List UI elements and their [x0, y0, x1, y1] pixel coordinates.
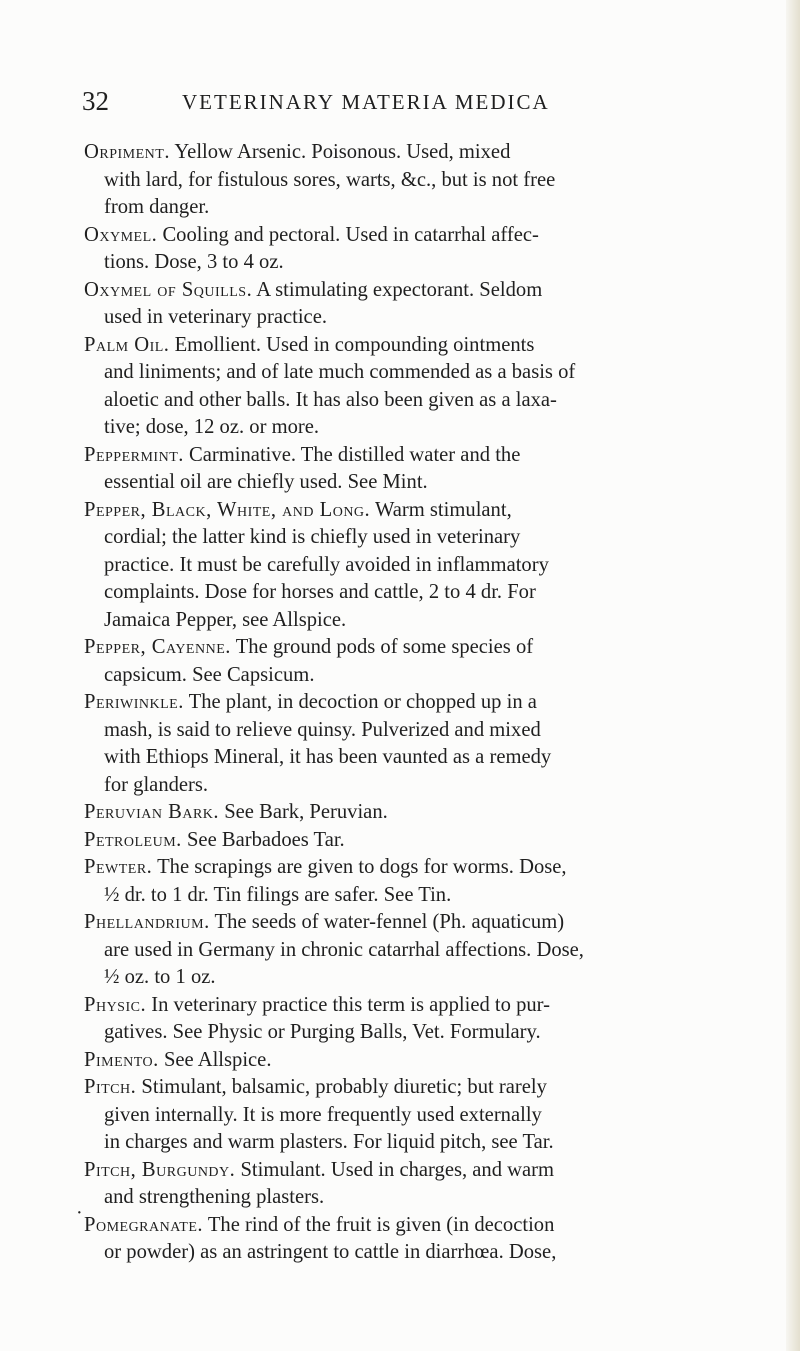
- entry-headword: Periwinkle.: [84, 691, 184, 713]
- entry-line: [84, 442, 700, 470]
- entry-text: Yellow Arsenic. Poisonous. Used, mixed: [169, 141, 511, 163]
- entry-headword: Pitch, Burgundy.: [84, 1158, 236, 1181]
- entry-text: See Barbadoes Tar.: [181, 828, 345, 851]
- entry-text: Carminative. The distilled water and the: [183, 443, 521, 466]
- dictionary-entry: [84, 909, 700, 992]
- entry-line: [84, 1184, 700, 1212]
- entry-line: [84, 332, 700, 360]
- entry-line: [84, 909, 700, 937]
- entry-text: gatives. See Physic or Purging Balls, Vet. Formulary.: [104, 1021, 541, 1043]
- entry-text: in charges and warm plasters. For liquid pitch, see Tar.: [104, 1131, 554, 1153]
- dictionary-entry: [84, 634, 700, 689]
- entry-line: [84, 1074, 700, 1102]
- entry-text: cordial; the latter kind is chiefly used in veterinary: [104, 526, 521, 548]
- page-number: 32: [82, 86, 109, 116]
- entry-text: mash, is said to relieve quinsy. Pulverized and mixed: [104, 718, 541, 741]
- entry-headword: Peruvian Bark.: [84, 801, 220, 823]
- entry-text: The plant, in decoction or chopped up in a: [183, 691, 537, 713]
- entry-text: See Allspice.: [158, 1048, 272, 1071]
- entry-text: Emollient. Used in compounding ointments: [169, 333, 535, 356]
- entry-line: [84, 964, 700, 992]
- entry-headword: Pepper, Cayenne.: [84, 636, 231, 658]
- entry-text: Warm stimulant,: [370, 498, 512, 521]
- entry-text: from danger.: [104, 196, 210, 218]
- entry-text: complaints. Dose for horses and cattle, 2 to 4 dr. For: [104, 581, 536, 603]
- entry-line: [84, 1239, 700, 1267]
- entry-text: used in veterinary practice.: [104, 306, 327, 328]
- entry-text: tions. Dose, 3 to 4 oz.: [104, 251, 284, 273]
- entry-headword: Orpiment.: [84, 141, 170, 163]
- entry-text: ½ dr. to 1 dr. Tin filings are safer. See Tin.: [104, 883, 452, 906]
- entry-headword: Pimento.: [84, 1048, 159, 1071]
- dictionary-entry: [84, 1157, 700, 1212]
- entry-text: Stimulant, balsamic, probably diuretic; but rarely: [136, 1076, 547, 1098]
- entry-text: The rind of the fruit is given (in decoction: [203, 1213, 555, 1236]
- dictionary-entry: [84, 799, 700, 827]
- entry-line: [84, 992, 700, 1020]
- entry-text: See Bark, Peruvian.: [219, 801, 388, 823]
- entry-line: [84, 222, 700, 250]
- entry-line: [84, 827, 700, 855]
- page-edge-shadow: [786, 0, 800, 1351]
- entry-line: [84, 634, 700, 662]
- entry-text: tive; dose, 12 oz. or more.: [104, 416, 320, 438]
- dictionary-entry: [84, 827, 700, 855]
- dictionary-entries: [84, 139, 700, 1267]
- entry-line: [84, 497, 700, 525]
- entry-line: [84, 1157, 700, 1185]
- entry-line: [84, 1047, 700, 1075]
- entry-line: [84, 414, 700, 442]
- entry-line: [84, 139, 700, 167]
- entry-line: [84, 1019, 700, 1047]
- page-header: [82, 86, 702, 118]
- entry-headword: Oxymel of Squills.: [84, 278, 253, 301]
- entry-line: [84, 882, 700, 910]
- entry-line: [84, 194, 700, 222]
- dictionary-entry: [84, 332, 700, 442]
- entry-text: Jamaica Pepper, see Allspice.: [104, 608, 347, 631]
- entry-headword: Physic.: [84, 993, 147, 1016]
- entry-text: and strengthening plasters.: [104, 1186, 325, 1208]
- entry-headword: Pepper, Black, White, and Long.: [84, 498, 371, 521]
- entry-text: In veterinary practice this term is applied to pur-: [146, 993, 550, 1016]
- entry-line: [84, 524, 700, 552]
- entry-line: [84, 579, 700, 607]
- entry-text: and liniments; and of late much commended as a basis of: [104, 361, 576, 383]
- entry-text: essential oil are chiefly used. See Mint.: [104, 471, 428, 493]
- dictionary-entry: [84, 277, 700, 332]
- entry-line: [84, 304, 700, 332]
- entry-line: [84, 662, 700, 690]
- margin-mark: ·: [76, 1202, 83, 1224]
- entry-line: [84, 167, 700, 195]
- entry-text: Cooling and pectoral. Used in catarrhal affec-: [157, 223, 539, 246]
- dictionary-entry: [84, 222, 700, 277]
- entry-text: ½ oz. to 1 oz.: [104, 966, 216, 988]
- entry-text: Stimulant. Used in charges, and warm: [235, 1158, 555, 1181]
- entry-line: [84, 744, 700, 772]
- entry-text: are used in Germany in chronic catarrhal affections. Dose,: [104, 938, 584, 961]
- entry-text: aloetic and other balls. It has also been given as a laxa-: [104, 388, 557, 411]
- entry-line: [84, 1212, 700, 1240]
- dictionary-entry: [84, 1074, 700, 1157]
- dictionary-entry: [84, 1212, 700, 1267]
- entry-headword: Phellandrium.: [84, 911, 210, 933]
- entry-text: given internally. It is more frequently used externally: [104, 1103, 542, 1126]
- entry-text: with lard, for fistulous sores, warts, &c., but is not free: [104, 168, 556, 191]
- entry-headword: Petroleum.: [84, 828, 182, 851]
- entry-text: The scrapings are given to dogs for worms. Dose,: [152, 856, 567, 878]
- entry-text: The seeds of water-fennel (Ph. aquaticum): [209, 911, 565, 933]
- entry-text: for glanders.: [104, 773, 209, 796]
- entry-line: [84, 359, 700, 387]
- entry-line: [84, 607, 700, 635]
- entry-text: The ground pods of some species of: [230, 636, 534, 658]
- dictionary-entry: [84, 854, 700, 909]
- entry-line: [84, 1102, 700, 1130]
- entry-line: [84, 277, 700, 305]
- entry-text: with Ethiops Mineral, it has been vaunted as a remedy: [104, 746, 552, 768]
- entry-text: or powder) as an astringent to cattle in diarrhœa. Dose,: [104, 1241, 557, 1263]
- entry-line: [84, 854, 700, 882]
- entry-text: practice. It must be carefully avoided in inflammatory: [104, 553, 549, 576]
- entry-line: [84, 387, 700, 415]
- entry-headword: Peppermint.: [84, 443, 184, 466]
- entry-line: [84, 937, 700, 965]
- entry-headword: Pomegranate.: [84, 1213, 204, 1236]
- entry-line: [84, 1129, 700, 1157]
- entry-headword: Pitch.: [84, 1076, 137, 1098]
- entry-headword: Palm Oil.: [84, 333, 170, 356]
- entry-line: [84, 689, 700, 717]
- running-head: VETERINARY MATERIA MEDICA: [182, 90, 550, 114]
- entry-headword: Oxymel.: [84, 223, 158, 246]
- dictionary-entry: [84, 497, 700, 635]
- entry-line: [84, 249, 700, 277]
- entry-headword: Pewter.: [84, 856, 153, 878]
- entry-line: [84, 772, 700, 800]
- dictionary-entry: [84, 992, 700, 1047]
- entry-text: capsicum. See Capsicum.: [104, 663, 315, 686]
- entry-line: [84, 469, 700, 497]
- entry-line: [84, 717, 700, 745]
- dictionary-entry: [84, 689, 700, 799]
- dictionary-entry: [84, 442, 700, 497]
- dictionary-entry: [84, 1047, 700, 1075]
- entry-line: [84, 552, 700, 580]
- entry-line: [84, 799, 700, 827]
- dictionary-entry: [84, 139, 700, 222]
- entry-text: A stimulating expectorant. Seldom: [252, 278, 543, 301]
